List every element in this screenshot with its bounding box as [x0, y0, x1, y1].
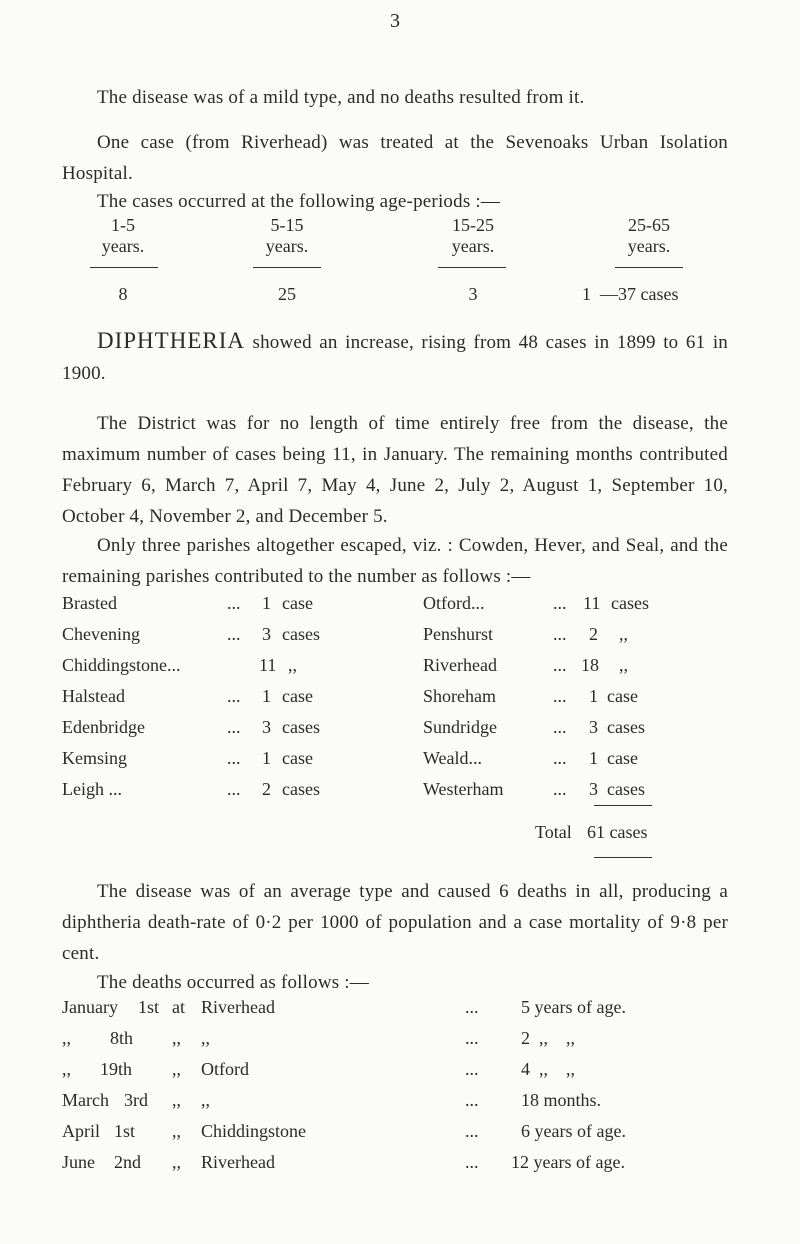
parish-dots: ...	[227, 593, 241, 613]
death-at: at	[172, 997, 185, 1017]
paragraph-monthly-cases: The District was for no length of time entirely free from the disease, the maximum number of cases being 11, in January. The remaining months contributed February 6, March 7, April 7, May 4, June 2, July 2, August 1, September 10, October 4, November 2, and December 5.	[62, 413, 728, 527]
death-place: Riverhead	[201, 1152, 275, 1172]
death-age: 18 months.	[521, 1090, 602, 1110]
death-age: 4 ,, ,,	[521, 1059, 575, 1079]
page-number: 3	[390, 10, 400, 32]
age-unit: years.	[627, 236, 671, 256]
parish-dots: ...	[227, 624, 241, 644]
death-at: ,,	[172, 1028, 181, 1048]
parish-name: Chevening	[62, 624, 140, 644]
diphtheria-text: showed an increase, rising from 48 cases in 1899 to 61 in 1900.	[62, 332, 728, 384]
death-dots: ...	[465, 1059, 479, 1079]
parish-dots: ...	[553, 655, 567, 675]
parish-row	[62, 779, 362, 809]
total-value: 61 cases	[587, 822, 648, 842]
parish-dots: ...	[553, 717, 567, 737]
age-value: 1	[582, 284, 591, 304]
paragraph-diphtheria	[62, 325, 728, 389]
parish-unit: case	[282, 748, 313, 768]
total-label: Total	[535, 822, 572, 842]
death-month: ,,	[62, 1028, 71, 1048]
parish-unit: case	[282, 686, 313, 706]
parish-dots: ...	[553, 686, 567, 706]
parish-dots: ...	[227, 779, 241, 799]
parish-count: 1	[262, 686, 271, 706]
death-at: ,,	[172, 1059, 181, 1079]
death-age: 6 years of age.	[521, 1121, 626, 1141]
death-dots: ...	[465, 997, 479, 1017]
death-row	[62, 1121, 742, 1151]
parish-count: 1	[262, 593, 271, 613]
death-month: ,,	[62, 1059, 71, 1079]
age-range: 5-15	[270, 215, 304, 235]
parish-dots: ...	[227, 717, 241, 737]
parish-unit: ,,	[288, 655, 297, 675]
paragraph-isolation-hospital: One case (from Riverhead) was treated at the Sevenoaks Urban Isolation Hospital.	[62, 132, 728, 184]
parish-unit: case	[282, 593, 313, 613]
parish-name: Sundridge	[423, 717, 497, 737]
parish-dots: ...	[227, 748, 241, 768]
parish-row	[423, 779, 723, 809]
age-rule	[438, 267, 506, 268]
parish-name: Otford...	[423, 593, 485, 613]
death-day: 2nd	[114, 1152, 141, 1172]
age-value: 25	[278, 284, 296, 304]
age-value: 3	[468, 284, 478, 304]
death-row	[62, 1028, 742, 1058]
diphtheria-heading: DIPHTHERIA	[97, 328, 245, 353]
death-month: June	[62, 1152, 95, 1172]
death-age: 2 ,, ,,	[521, 1028, 575, 1048]
parish-row	[62, 655, 362, 685]
total-rule-bottom	[594, 857, 652, 858]
death-day: 8th	[110, 1028, 134, 1048]
age-range: 25-65	[628, 215, 670, 235]
death-dots: ...	[465, 1121, 479, 1141]
death-place: Otford	[201, 1059, 249, 1079]
parish-count: 3	[262, 624, 271, 644]
parish-row	[423, 717, 723, 747]
age-unit: years.	[265, 236, 309, 256]
parish-dots: ...	[227, 686, 241, 706]
parish-name: Kemsing	[62, 748, 127, 768]
age-unit: years.	[451, 236, 495, 256]
death-day: 3rd	[124, 1090, 148, 1110]
parish-row	[423, 748, 723, 778]
parish-unit: case	[607, 748, 638, 768]
death-row	[62, 1059, 742, 1089]
parish-count: 11	[259, 655, 277, 675]
total-row	[423, 822, 723, 852]
parish-row	[62, 686, 362, 716]
age-total: —37 cases	[600, 284, 679, 304]
parish-row	[423, 655, 723, 685]
parish-row	[62, 593, 362, 623]
death-row	[62, 1152, 742, 1182]
parish-dots: ...	[553, 748, 567, 768]
paragraph-death-rate: The disease was of an average type and caused 6 deaths in all, producing a diphtheria death-rate of 0·2 per 1000 of population and a case mortality of 9·8 per cent.	[62, 881, 728, 964]
age-value: 8	[118, 284, 128, 304]
parish-row	[423, 624, 723, 654]
parish-row	[62, 624, 362, 654]
parish-count: 1	[589, 686, 598, 706]
death-dots: ...	[465, 1152, 479, 1172]
total-rule-top	[594, 805, 652, 806]
parish-row	[423, 593, 723, 623]
death-place: Riverhead	[201, 997, 275, 1017]
parish-name: Brasted	[62, 593, 117, 613]
parish-unit: cases	[282, 624, 320, 644]
parish-count: 3	[262, 717, 271, 737]
parish-count: 3	[589, 717, 598, 737]
parish-name: Leigh ...	[62, 779, 122, 799]
death-month: January	[62, 997, 118, 1017]
parish-unit: ,,	[619, 655, 628, 675]
paragraph-parishes-intro: Only three parishes altogether escaped, viz. : Cowden, Hever, and Seal, and the remaining parishes contributed to the number as follows :—	[62, 535, 728, 587]
parish-unit: cases	[607, 779, 645, 799]
parish-count: 11	[583, 593, 601, 613]
parish-unit: cases	[607, 717, 645, 737]
paragraph-mild-type: The disease was of a mild type, and no deaths resulted from it.	[97, 87, 585, 108]
parish-unit: cases	[282, 717, 320, 737]
parish-name: Edenbridge	[62, 717, 145, 737]
parish-count: 2	[262, 779, 271, 799]
age-range: 1-5	[111, 215, 135, 235]
parish-count: 1	[262, 748, 271, 768]
age-unit: years.	[101, 236, 145, 256]
death-dots: ...	[465, 1028, 479, 1048]
parish-dots: ...	[553, 779, 567, 799]
parish-dots: ...	[553, 624, 567, 644]
death-age: 5 years of age.	[521, 997, 626, 1017]
parish-count: 3	[589, 779, 598, 799]
parish-count: 1	[589, 748, 598, 768]
paragraph-deaths-intro: The deaths occurred as follows :—	[97, 972, 369, 993]
death-row	[62, 997, 742, 1027]
death-dots: ...	[465, 1090, 479, 1110]
parish-name: Shoreham	[423, 686, 496, 706]
death-at: ,,	[172, 1090, 181, 1110]
parish-name: Westerham	[423, 779, 504, 799]
death-month: April	[62, 1121, 100, 1141]
death-month: March	[62, 1090, 109, 1110]
age-rule	[253, 267, 321, 268]
parish-name: Riverhead	[423, 655, 497, 675]
parish-unit: cases	[282, 779, 320, 799]
parish-unit: cases	[611, 593, 649, 613]
parish-row	[423, 686, 723, 716]
death-day: 1st	[138, 997, 160, 1017]
parish-dots: ...	[553, 593, 567, 613]
death-day: 1st	[114, 1121, 136, 1141]
age-rule	[615, 267, 683, 268]
death-place: ,,	[201, 1090, 210, 1110]
death-at: ,,	[172, 1121, 181, 1141]
parish-count: 18	[581, 655, 599, 675]
parish-unit: case	[607, 686, 638, 706]
parish-name: Chiddingstone...	[62, 655, 181, 675]
parish-name: Penshurst	[423, 624, 494, 644]
parish-name: Halstead	[62, 686, 125, 706]
paragraph-age-periods-intro: The cases occurred at the following age-periods :—	[97, 191, 501, 212]
death-age: 12 years of age.	[511, 1152, 625, 1172]
death-day: 19th	[100, 1059, 133, 1079]
age-rule	[90, 267, 158, 268]
parish-unit: ,,	[619, 624, 628, 644]
death-place: Chiddingstone	[201, 1121, 307, 1141]
death-place: ,,	[201, 1028, 210, 1048]
parish-row	[62, 717, 362, 747]
parish-row	[62, 748, 362, 778]
death-at: ,,	[172, 1152, 181, 1172]
parish-count: 2	[589, 624, 598, 644]
death-row	[62, 1090, 742, 1120]
age-range: 15-25	[452, 215, 494, 235]
parish-name: Weald...	[423, 748, 483, 768]
